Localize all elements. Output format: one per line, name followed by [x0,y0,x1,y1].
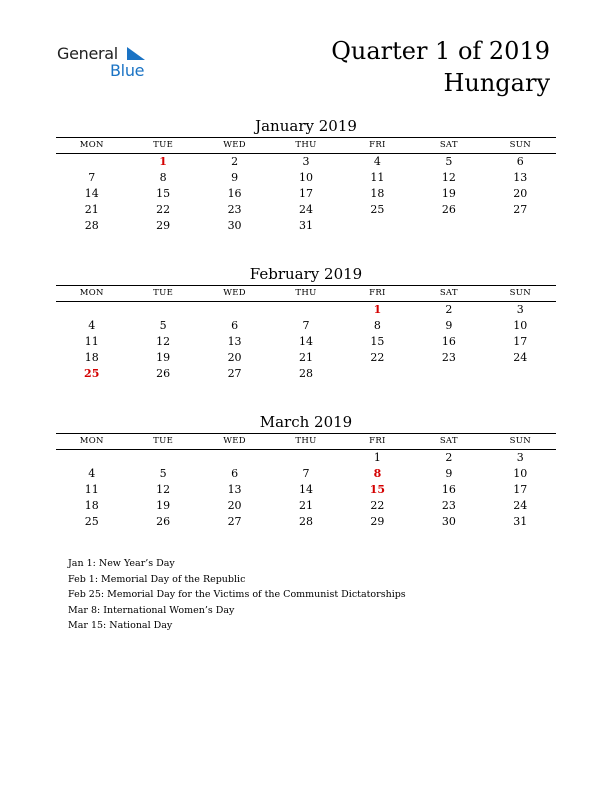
day-cell: 26 [156,515,171,528]
day-cell: 9 [445,467,453,480]
day-cell: 20 [513,187,528,200]
weekday-sat: SAT [413,434,484,450]
day-cell: 21 [298,499,313,512]
day-cell: 3 [302,155,310,168]
empty-day-cell [485,366,556,382]
logo-word-blue: Blue [110,61,145,80]
day-cell: 27 [227,515,242,528]
day-cell: 19 [156,499,171,512]
day-cell: 18 [84,351,99,364]
month-title: January 2019 [255,117,357,135]
holiday-item: Feb 25: Memorial Day for the Victims of the Communist Dictatorships [68,589,406,600]
day-cell: 11 [370,171,385,184]
generalblue-logo [57,44,157,84]
day-cell: 25 [84,367,100,380]
day-cell: 14 [84,187,99,200]
weekday-mon: MON [56,286,127,302]
day-cell: 26 [156,367,171,380]
day-cell: 6 [516,155,524,168]
month-calendar-january [56,117,556,234]
day-cell: 17 [513,483,528,496]
day-cell: 24 [513,499,528,512]
empty-day-cell [413,218,484,234]
day-cell: 18 [370,187,385,200]
day-cell: 10 [513,467,528,480]
day-cell: 25 [370,203,385,216]
day-cell: 1 [373,451,381,464]
day-cell: 31 [298,219,313,232]
weekday-fri: FRI [342,286,413,302]
day-cell: 5 [159,319,167,332]
day-cell: 20 [227,351,242,364]
day-cell: 8 [159,171,167,184]
weekday-thu: THU [270,138,341,154]
day-cell: 19 [156,351,171,364]
day-cell: 10 [298,171,313,184]
weekday-header-row [56,434,556,450]
day-cell: 23 [441,351,456,364]
day-cell: 15 [370,335,385,348]
holiday-list [68,556,406,634]
day-cell: 8 [373,319,381,332]
day-cell: 25 [84,515,99,528]
day-grid [56,302,556,382]
day-cell: 7 [302,467,310,480]
day-cell: 13 [513,171,528,184]
weekday-thu: THU [270,286,341,302]
day-cell: 29 [156,219,171,232]
day-cell: 26 [441,203,456,216]
weekday-sun: SUN [485,138,556,154]
weekday-tue: TUE [127,138,198,154]
weekday-sat: SAT [413,286,484,302]
day-cell: 23 [227,203,242,216]
day-cell: 14 [298,483,313,496]
weekday-tue: TUE [127,434,198,450]
day-cell: 11 [84,335,99,348]
empty-day-cell [413,366,484,382]
day-cell: 28 [298,515,313,528]
day-cell: 30 [441,515,456,528]
day-cell: 12 [156,335,171,348]
day-cell: 7 [302,319,310,332]
day-cell: 18 [84,499,99,512]
day-cell: 4 [88,319,96,332]
empty-day-cell [342,218,413,234]
day-cell: 22 [156,203,171,216]
day-cell: 28 [84,219,99,232]
weekday-header-row [56,138,556,154]
weekday-header-row [56,286,556,302]
weekday-sun: SUN [485,286,556,302]
empty-day-cell [342,366,413,382]
weekday-thu: THU [270,434,341,450]
day-cell: 2 [445,451,453,464]
empty-day-cell [127,450,198,466]
day-cell: 12 [441,171,456,184]
day-cell: 11 [84,483,99,496]
day-cell: 6 [231,319,239,332]
day-cell: 4 [373,155,381,168]
day-grid [56,450,556,530]
day-cell: 24 [298,203,313,216]
day-cell: 19 [441,187,456,200]
day-cell: 12 [156,483,171,496]
empty-day-cell [56,302,127,318]
weekday-fri: FRI [342,138,413,154]
day-cell: 13 [227,335,242,348]
day-cell: 17 [513,335,528,348]
day-cell: 9 [231,171,239,184]
weekday-fri: FRI [342,434,413,450]
day-cell: 16 [227,187,242,200]
day-cell: 10 [513,319,528,332]
empty-day-cell [199,302,270,318]
holiday-item: Feb 1: Memorial Day of the Republic [68,573,246,585]
weekday-mon: MON [56,138,127,154]
holiday-item: Jan 1: New Year’s Day [68,558,175,569]
logo-word-general: General [57,44,118,63]
month-calendar-march [56,413,556,530]
day-cell: 30 [227,219,242,232]
day-cell: 22 [370,351,385,364]
empty-day-cell [199,450,270,466]
country-name: Hungary [443,69,550,97]
day-cell: 21 [298,351,313,364]
empty-day-cell [56,154,127,170]
weekday-sat: SAT [413,138,484,154]
month-calendar-february [56,265,556,382]
day-cell: 16 [441,335,456,348]
day-cell: 1 [159,155,167,168]
weekday-tue: TUE [127,286,198,302]
holiday-item: Mar 8: International Women’s Day [68,604,235,616]
day-cell: 13 [227,483,242,496]
weekday-wed: WED [199,138,270,154]
day-cell: 23 [441,499,456,512]
day-cell: 22 [370,499,385,512]
day-cell: 7 [88,171,96,184]
day-cell: 8 [373,467,382,480]
day-cell: 20 [227,499,242,512]
day-cell: 17 [298,187,313,200]
empty-day-cell [127,302,198,318]
day-cell: 14 [298,335,313,348]
day-grid [56,154,556,234]
day-cell: 15 [156,187,171,200]
empty-day-cell [270,302,341,318]
day-cell: 6 [231,467,239,480]
day-cell: 3 [516,303,524,316]
day-cell: 27 [513,203,528,216]
month-title: February 2019 [249,265,363,283]
day-cell: 16 [441,483,456,496]
day-cell: 4 [88,467,96,480]
day-cell: 15 [369,483,386,496]
weekday-mon: MON [56,434,127,450]
day-cell: 28 [298,367,313,380]
empty-day-cell [485,218,556,234]
weekday-wed: WED [199,434,270,450]
day-cell: 2 [445,303,453,316]
day-cell: 3 [516,451,524,464]
day-cell: 29 [370,515,385,528]
day-cell: 21 [84,203,99,216]
day-cell: 24 [513,351,528,364]
page-title: Quarter 1 of 2019 [331,37,550,65]
day-cell: 5 [159,467,167,480]
weekday-sun: SUN [485,434,556,450]
day-cell: 2 [231,155,239,168]
holiday-item: Mar 15: National Day [68,620,173,631]
day-cell: 5 [445,155,453,168]
empty-day-cell [270,450,341,466]
month-title: March 2019 [259,413,353,431]
day-cell: 27 [227,367,242,380]
day-cell: 1 [373,303,382,316]
day-cell: 9 [445,319,453,332]
empty-day-cell [56,450,127,466]
logo-flag-icon [123,47,147,61]
day-cell: 31 [513,515,528,528]
weekday-wed: WED [199,286,270,302]
